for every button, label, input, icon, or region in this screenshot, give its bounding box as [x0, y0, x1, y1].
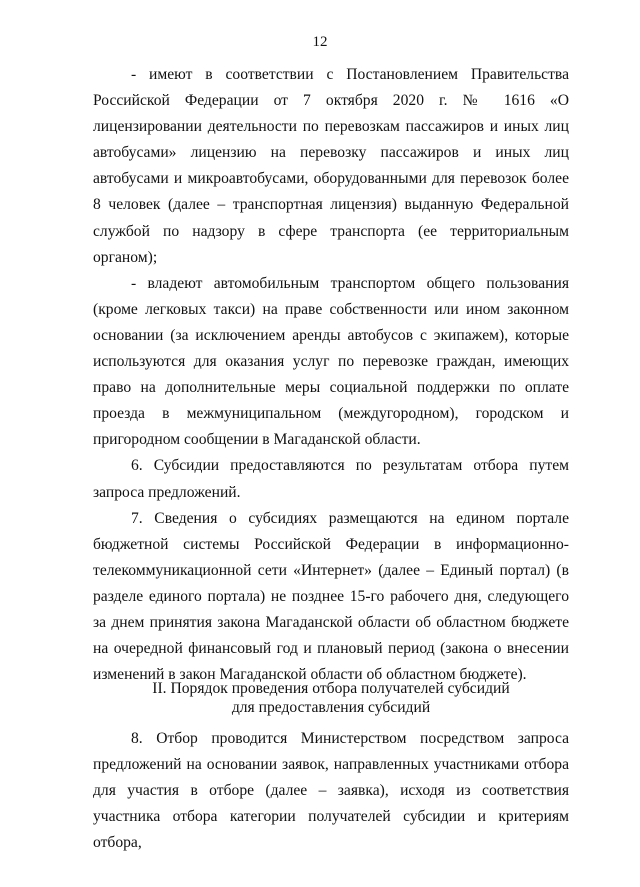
paragraph-8: 8. Отбор проводится Министерством посредством запроса предложений на основании заявок, направленных участниками отбора для участия в отборе (далее – заявка), исходя из соответствия участника отбора категории получателей субсидии и критериям отбора, — [93, 730, 569, 852]
paragraph-7: 7. Сведения о субсидиях размещаются на едином портале бюджетной системы Российской Федерации в информационно-телекоммуникационной сети «Интернет» (далее – Единый портал) (в разделе единого портала) не позднее 15-го рабочего дня, следующего за днем принятия закона Магаданской области об областном бюджете на очередной финансовый год и плановый период (закона о внесении изменений в закон Магаданской области об областном бюджете). — [93, 509, 569, 684]
paragraph-6: 6. Субсидии предоставляются по результатам отбора путем запроса предложений. — [93, 457, 569, 501]
paragraph-transport-ownership: - владеют автомобильным транспортом общего пользования (кроме легковых такси) на праве собственности или ином законном основании (за исключением аренды автобусов с экипажем), которые используются для оказания услуг по перевозке граждан, имеющих право на дополнительные меры социальной поддержки по оплате проезда в межмуниципальном (междугородном), городском и пригородном сообщении в Магаданской области. — [93, 274, 569, 449]
section-heading-line-1: II. Порядок проведения отбора получателей субсидий — [152, 680, 510, 697]
section-heading-line-2: для предоставления субсидий — [231, 699, 431, 716]
section-heading — [93, 679, 569, 717]
page-number: 12 — [312, 34, 328, 50]
body-text-bottom — [93, 726, 569, 856]
body-text-top — [93, 62, 569, 688]
paragraph-license: - имеют в соответствии с Постановлением Правительства Российской Федерации от 7 октября 2020 г. № 1616 «О лицензировании деятельности по перевозкам пассажиров и иных лиц автобусами» лицензию на перевозку пассажиров и иных лиц автобусами и микроавтобусами, оборудованными для перевозок более 8 человек (далее – транспортная лицензия) выданную Федеральной службой по надзору в сфере транспорта (ее территориальным органом); — [93, 66, 569, 266]
